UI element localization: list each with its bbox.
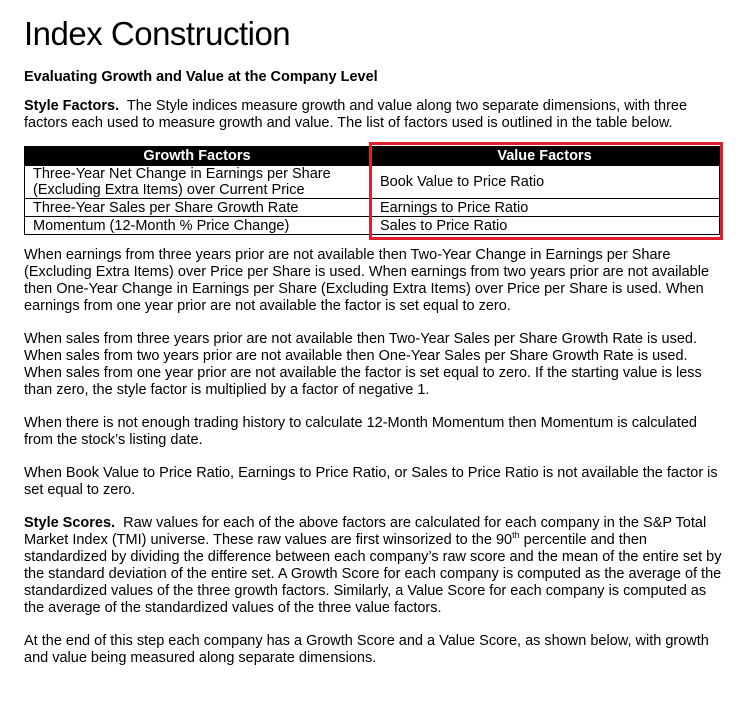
superscript-th: th: [512, 530, 520, 541]
growth-factor-cell: Momentum (12-Month % Price Change): [25, 217, 370, 235]
style-scores-text-b: percentile and then standardized by dividing the difference between each company’s raw score and the mean of the entire set by the standard deviation of the entire set. A Growth Score for each company is computed as the average of the standardized values of the three growth factors. Similarly, a Value Score for each company is computed as the average of the standardized values of the three value factors.: [24, 532, 722, 616]
value-factor-cell: Book Value to Price Ratio: [370, 166, 720, 199]
document-page: [24, 14, 724, 667]
value-factors-header: Value Factors: [370, 147, 720, 166]
momentum-paragraph: When there is not enough trading history to calculate 12-Month Momentum then Momentum is calculated from the stock’s listing date.: [24, 415, 697, 448]
sales-paragraph: When sales from three years prior are not available then Two-Year Sales per Share Growth Rate is used. When sales from two years prior are not available then One-Year Sales per Share Growth Rate is used. When sales from one year prior are not available the factor is set equal to zero. If the starting value is less than zero, the style factor is multiplied by a factor of negative 1.: [24, 331, 702, 398]
style-scores-paragraph: [24, 515, 724, 617]
style-factors-paragraph: [24, 98, 724, 132]
table-row: [25, 217, 720, 235]
style-scores-text-a: Raw values for each of the above factors are calculated for each company in the S&P Total Market Index (TMI) universe. These raw values are first winsorized to the 90: [24, 515, 707, 548]
style-factors-text: The Style indices measure growth and value along two separate dimensions, with three factors each used to measure growth and value. The list of factors used is outlined in the table below.: [24, 98, 688, 131]
table-row: [25, 199, 720, 217]
table-header-row: [25, 147, 720, 166]
value-factor-cell: Earnings to Price Ratio: [370, 199, 720, 217]
growth-factor-cell: Three-Year Net Change in Earnings per Share (Excluding Extra Items) over Current Price: [25, 166, 370, 199]
style-scores-lead: Style Scores.: [24, 515, 116, 531]
end-paragraph: At the end of this step each company has a Growth Score and a Value Score, as shown below, with growth and value being measured along separate dimensions.: [24, 633, 709, 666]
factors-table-wrapper: [24, 146, 724, 235]
missing-values-paragraph: When Book Value to Price Ratio, Earnings to Price Ratio, or Sales to Price Ratio is not available the factor is set equal to zero.: [24, 465, 718, 498]
earnings-paragraph: When earnings from three years prior are not available then Two-Year Change in Earnings per Share (Excluding Extra Items) over Price per Share is used. When earnings from two years prior are not available then One-Year Change in Earnings per Share (Excluding Extra Items) over Price per Share is used. When earnings from one year prior are not available the factor is set equal to zero.: [24, 247, 710, 314]
factors-table: [24, 146, 720, 235]
value-factor-cell: Sales to Price Ratio: [370, 217, 720, 235]
growth-factors-header: Growth Factors: [25, 147, 370, 166]
table-row: [25, 166, 720, 199]
section-heading: Evaluating Growth and Value at the Company Level: [24, 69, 378, 85]
growth-factor-cell: Three-Year Sales per Share Growth Rate: [25, 199, 370, 217]
style-factors-lead: Style Factors.: [24, 98, 120, 114]
page-title: Index Construction: [24, 15, 291, 52]
